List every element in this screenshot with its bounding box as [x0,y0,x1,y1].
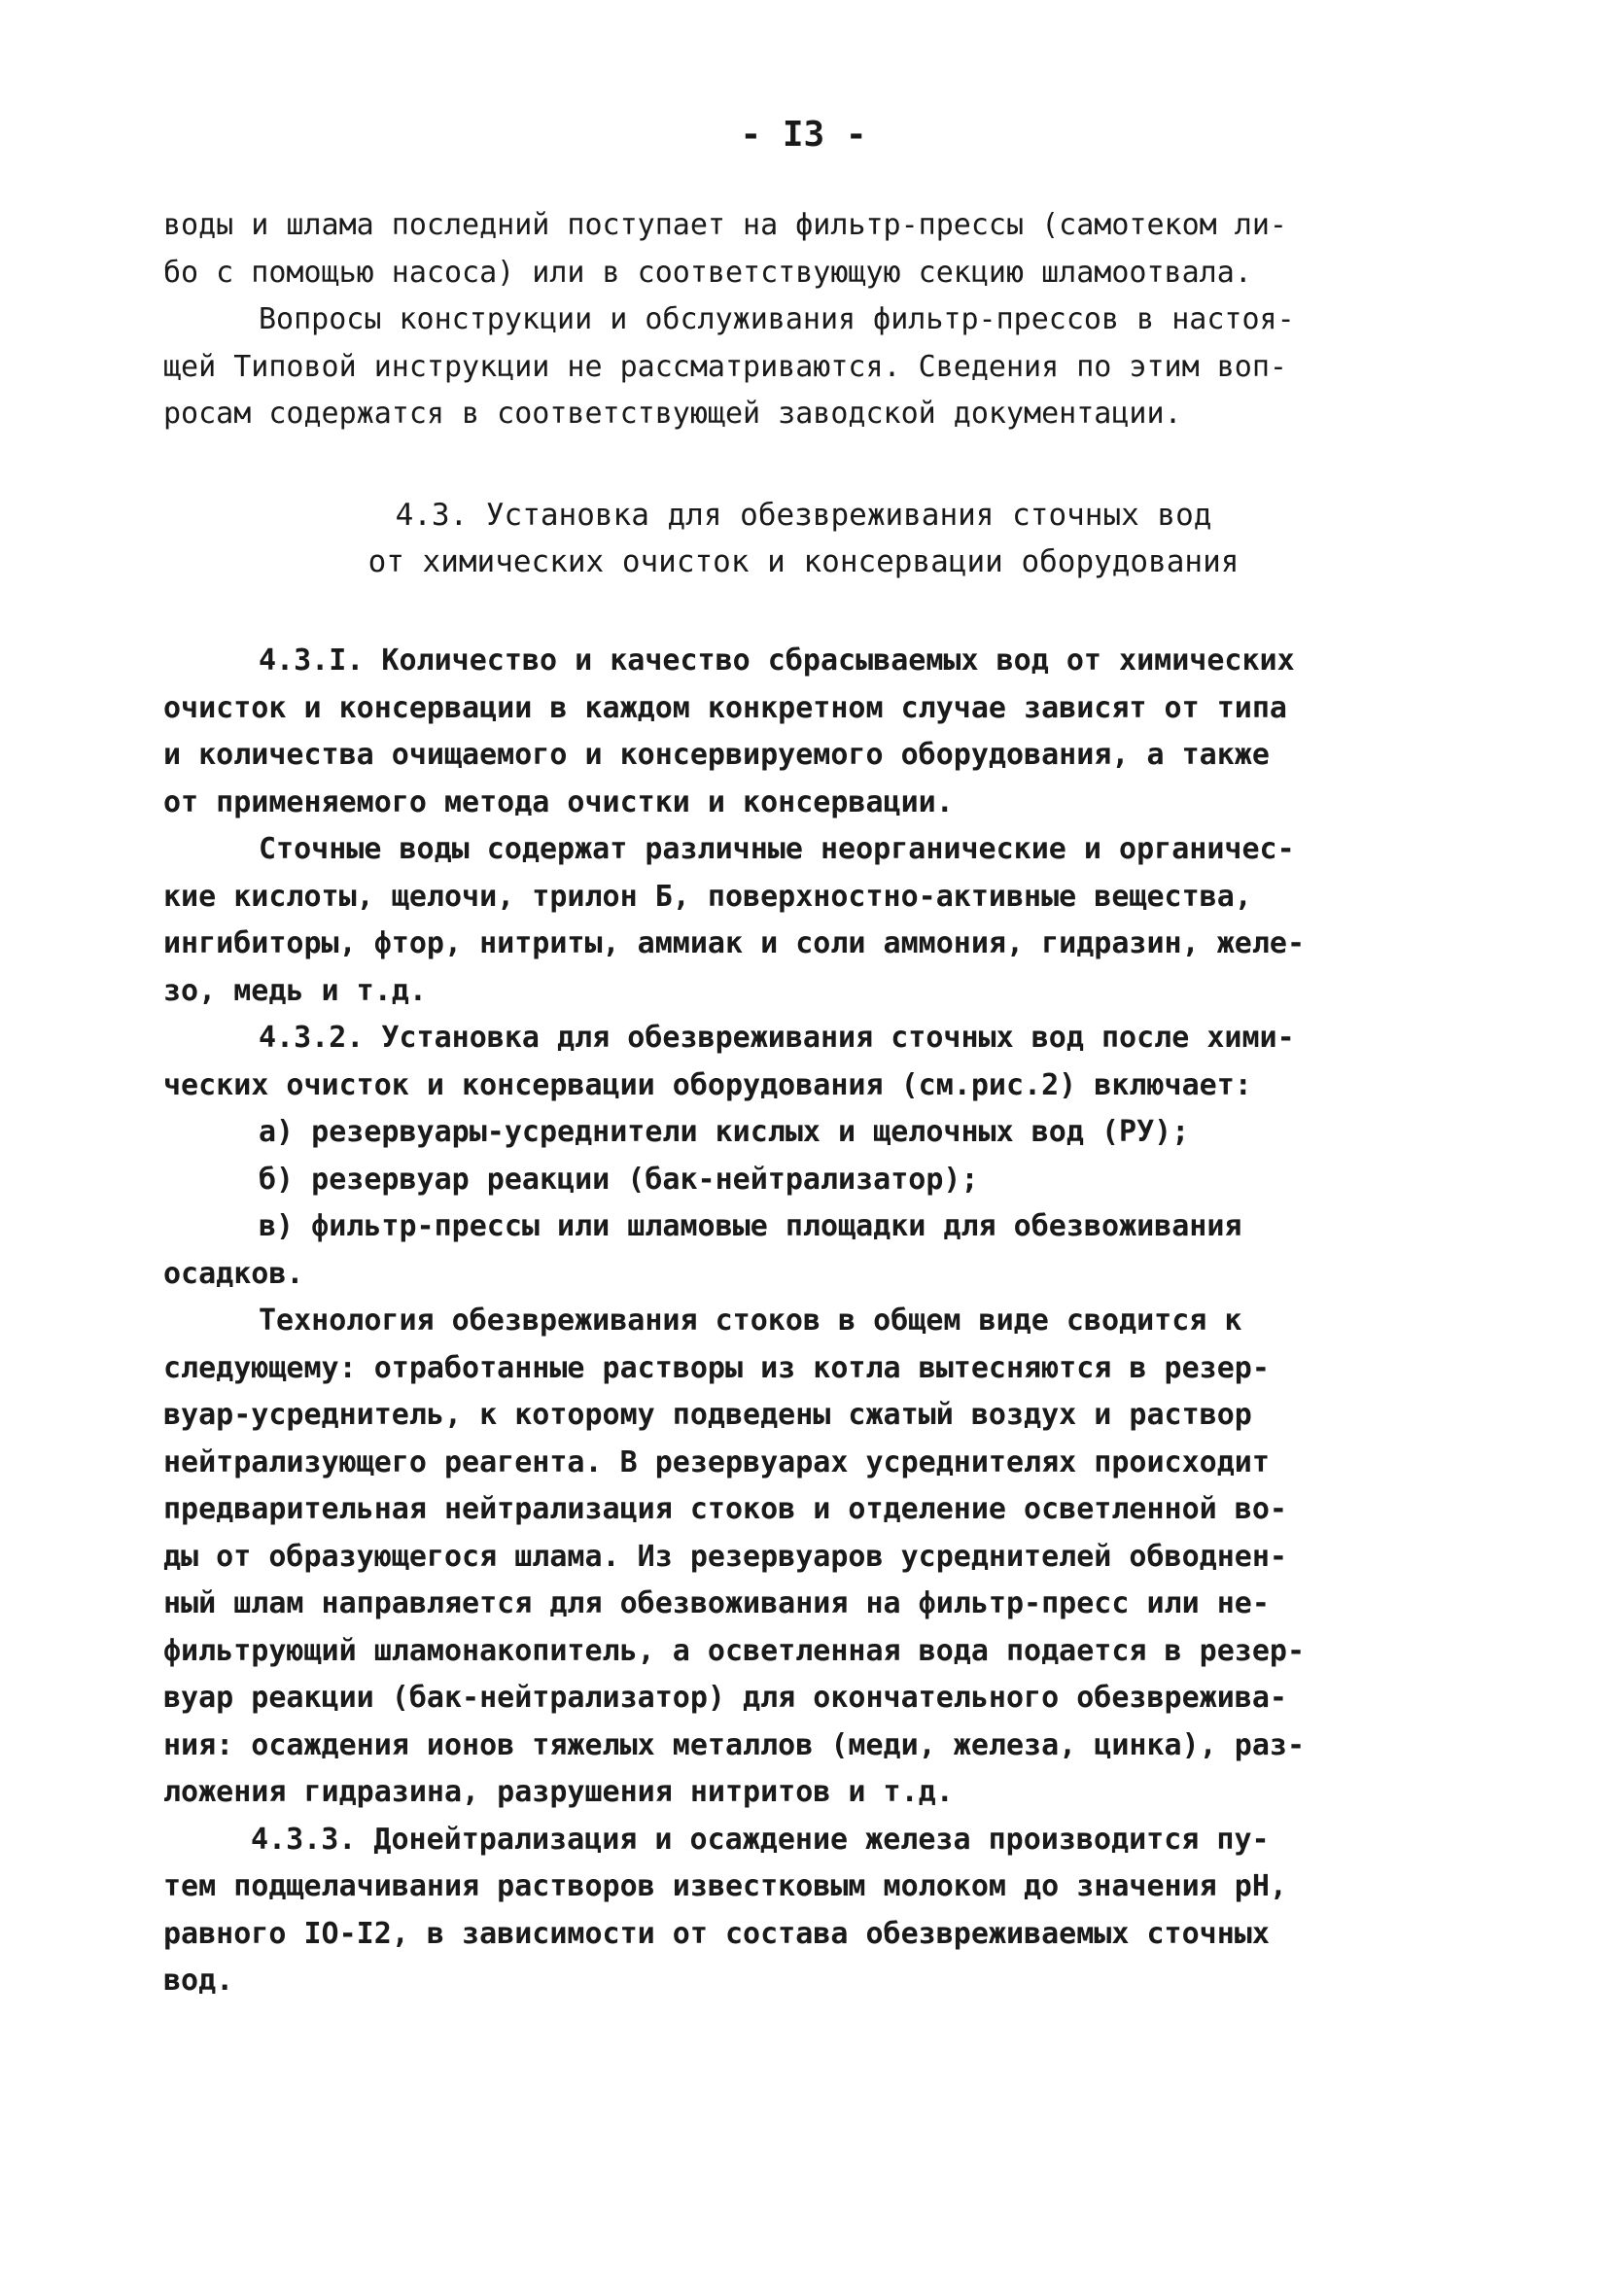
text-line: ды от образующегося шлама. Из резервуаров усреднителей обводнен- [163,1539,1287,1574]
text-line: Сточные воды содержат различные неорганические и органичес- [259,832,1295,866]
list-item-a: а) резервуары-усреднители кислых и щелочных вод (РУ); [259,1115,1190,1149]
section-heading-line-1: 4.3. Установка для обезвреживания сточных вод [395,498,1212,533]
text-line: предварительная нейтрализация стоков и отделение осветленной во- [163,1492,1287,1526]
section-heading-line-2: от химических очисток и консервации оборудования [367,544,1240,579]
section-heading [0,492,1607,585]
text-line: 4.3.2. Установка для обезвреживания сточных вод после хими- [259,1021,1295,1055]
list-item-c: в) фильтр-прессы или шламовые площадки для обезвоживания [259,1209,1242,1243]
text-line: вуар-усреднитель, к которому подведены сжатый воздух и раствор [163,1398,1252,1432]
text-line: тем подщелачивания растворов известковым молоком до значения pH, [163,1869,1287,1903]
text-line: Технология обезвреживания стоков в общем виде сводится к [259,1304,1242,1338]
text-line: воды и шлама последний поступает на фильтр-прессы (самотеком ли- [163,208,1287,242]
intro-paragraph [163,202,1456,438]
text-line: нейтрализующего реагента. В резервуарах усреднителях происходит [163,1444,1270,1479]
text-line: вод. [163,1964,234,1998]
list-item-b: б) резервуар реакции (бак-нейтрализатор); [259,1162,979,1197]
text-line: ингибиторы, фтор, нитриты, аммиак и соли аммония, гидразин, желе- [163,926,1305,960]
text-line: равного IO-I2, в зависимости от состава обезвреживаемых сточных [163,1916,1270,1951]
text-line: кие кислоты, щелочи, трилон Б, поверхностно-активные вещества, [163,879,1252,914]
text-line: очисток и консервации в каждом конкретном случае зависят от типа [163,690,1287,725]
text-line: ный шлам направляется для обезвоживания на фильтр-пресс или не- [163,1586,1270,1620]
text-line: Вопросы конструкции и обслуживания фильтр-прессов в настоя- [259,302,1295,336]
text-line: от применяемого метода очистки и консервации. [163,784,954,819]
text-line: осадков. [163,1256,304,1291]
text-line: ложения гидразина, разрушения нитритов и т.д. [163,1775,954,1809]
text-line: росам содержатся в соответствующей заводской документации. [163,397,1182,431]
text-line: щей Типовой инструкции не рассматриваются. Сведения по этим воп- [163,349,1287,384]
section-body [163,638,1456,2005]
text-line: ческих очисток и консервации оборудования (см.рис.2) включает: [163,1067,1252,1102]
text-line: и количества очищаемого и консервируемого оборудования, а также [163,738,1270,772]
text-line: вуар реакции (бак-нейтрализатор) для окончательного обезврежива- [163,1681,1287,1715]
text-line: следующему: отработанные растворы из котла вытесняются в резер- [163,1350,1270,1385]
text-line: фильтрующий шламонакопитель, а осветленная вода подается в резер- [163,1633,1305,1668]
text-line: ния: осаждения ионов тяжелых металлов (меди, железа, цинка), раз- [163,1727,1305,1762]
text-line: зо, медь и т.д. [163,973,427,1008]
text-line: 4.3.3. Донейтрализация и осаждение железа производится пу- [251,1822,1270,1857]
text-line: 4.3.I. Количество и качество сбрасываемых вод от химических [259,644,1295,678]
text-line: бо с помощью насоса) или в соответствующую секцию шламоотвала. [163,255,1252,290]
page-number: - I3 - [740,115,867,155]
